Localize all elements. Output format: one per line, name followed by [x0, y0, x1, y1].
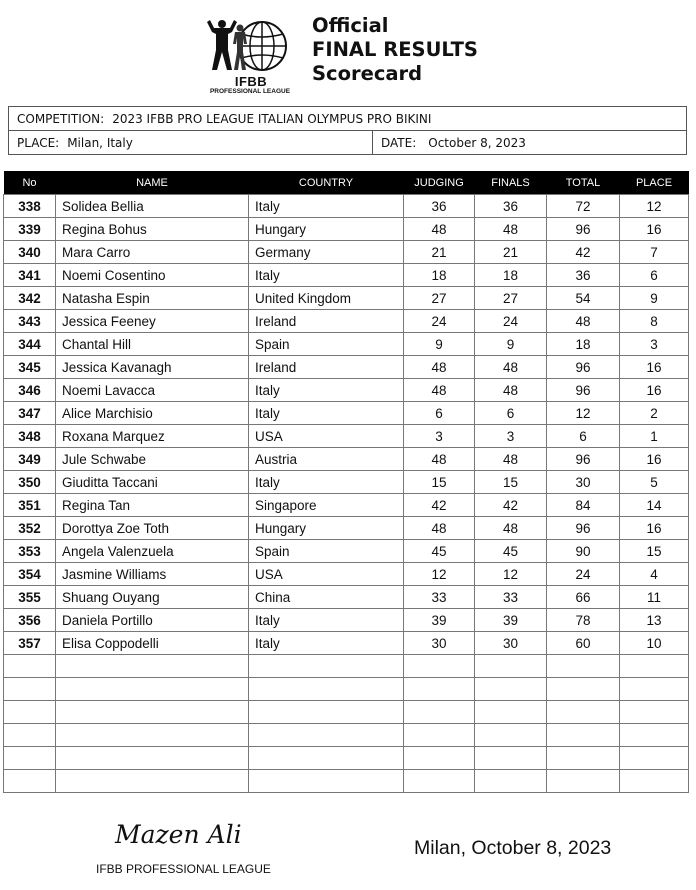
- empty-cell: [404, 724, 475, 747]
- cell-no: 354: [4, 563, 56, 586]
- cell-country: Spain: [249, 540, 404, 563]
- globe-athletes-icon: [200, 16, 300, 76]
- cell-finals: 30: [475, 632, 547, 655]
- cell-finals: 18: [475, 264, 547, 287]
- col-header-country: COUNTRY: [249, 171, 404, 195]
- cell-country: Singapore: [249, 494, 404, 517]
- empty-cell: [4, 701, 56, 724]
- cell-place: 13: [620, 609, 689, 632]
- empty-cell: [404, 747, 475, 770]
- cell-judging: 18: [404, 264, 475, 287]
- empty-cell: [56, 747, 249, 770]
- cell-country: Hungary: [249, 517, 404, 540]
- cell-place: 16: [620, 356, 689, 379]
- competition-row: [9, 107, 686, 130]
- cell-country: Austria: [249, 448, 404, 471]
- empty-cell: [56, 655, 249, 678]
- table-row: [4, 402, 689, 425]
- cell-judging: 15: [404, 471, 475, 494]
- empty-row: [4, 747, 689, 770]
- empty-row: [4, 724, 689, 747]
- cell-judging: 36: [404, 195, 475, 218]
- cell-country: Italy: [249, 195, 404, 218]
- league-name: IFBB PROFESSIONAL LEAGUE: [96, 862, 271, 876]
- cell-name: Angela Valenzuela: [56, 540, 249, 563]
- cell-country: Italy: [249, 632, 404, 655]
- cell-no: 349: [4, 448, 56, 471]
- empty-cell: [475, 770, 547, 793]
- cell-no: 355: [4, 586, 56, 609]
- cell-finals: 42: [475, 494, 547, 517]
- competition-value: 2023 IFBB PRO LEAGUE ITALIAN OLYMPUS PRO BIKINI: [112, 111, 432, 126]
- empty-cell: [547, 678, 620, 701]
- table-row: [4, 632, 689, 655]
- col-header-judging: JUDGING: [404, 171, 475, 195]
- cell-name: Daniela Portillo: [56, 609, 249, 632]
- cell-place: 14: [620, 494, 689, 517]
- cell-no: 351: [4, 494, 56, 517]
- cell-no: 357: [4, 632, 56, 655]
- cell-total: 24: [547, 563, 620, 586]
- cell-country: Italy: [249, 379, 404, 402]
- cell-no: 350: [4, 471, 56, 494]
- cell-no: 348: [4, 425, 56, 448]
- cell-total: 54: [547, 287, 620, 310]
- cell-name: Chantal Hill: [56, 333, 249, 356]
- cell-total: 96: [547, 517, 620, 540]
- table-row: [4, 241, 689, 264]
- results-body: [4, 195, 689, 793]
- cell-no: 346: [4, 379, 56, 402]
- cell-place: 16: [620, 517, 689, 540]
- cell-country: United Kingdom: [249, 287, 404, 310]
- empty-cell: [475, 724, 547, 747]
- cell-judging: 12: [404, 563, 475, 586]
- cell-no: 341: [4, 264, 56, 287]
- cell-no: 343: [4, 310, 56, 333]
- cell-finals: 48: [475, 448, 547, 471]
- cell-total: 96: [547, 356, 620, 379]
- col-header-total: TOTAL: [547, 171, 620, 195]
- empty-cell: [620, 701, 689, 724]
- competition-cell: [9, 112, 431, 126]
- page-title: [312, 14, 478, 86]
- table-row: [4, 218, 689, 241]
- cell-judging: 27: [404, 287, 475, 310]
- empty-cell: [56, 678, 249, 701]
- cell-name: Alice Marchisio: [56, 402, 249, 425]
- empty-cell: [4, 747, 56, 770]
- empty-cell: [249, 655, 404, 678]
- cell-finals: 33: [475, 586, 547, 609]
- cell-name: Elisa Coppodelli: [56, 632, 249, 655]
- cell-place: 1: [620, 425, 689, 448]
- cell-place: 11: [620, 586, 689, 609]
- empty-cell: [404, 701, 475, 724]
- cell-total: 6: [547, 425, 620, 448]
- table-row: [4, 517, 689, 540]
- logo-text: IFBB: [234, 74, 268, 89]
- cell-no: 352: [4, 517, 56, 540]
- results-table: [3, 171, 689, 793]
- empty-cell: [547, 724, 620, 747]
- place-date-row: [9, 130, 686, 154]
- table-row: [4, 563, 689, 586]
- cell-name: Jessica Kavanagh: [56, 356, 249, 379]
- cell-no: 345: [4, 356, 56, 379]
- cell-name: Roxana Marquez: [56, 425, 249, 448]
- cell-place: 16: [620, 448, 689, 471]
- table-row: [4, 448, 689, 471]
- cell-country: Ireland: [249, 310, 404, 333]
- title-line: FINAL RESULTS: [312, 38, 478, 61]
- empty-cell: [475, 655, 547, 678]
- empty-cell: [547, 770, 620, 793]
- cell-place: 16: [620, 218, 689, 241]
- cell-judging: 6: [404, 402, 475, 425]
- cell-name: Shuang Ouyang: [56, 586, 249, 609]
- cell-place: 10: [620, 632, 689, 655]
- date-value: October 8, 2023: [428, 135, 526, 150]
- date-label: DATE:: [381, 135, 417, 150]
- empty-cell: [620, 747, 689, 770]
- ifbb-logo: [200, 16, 300, 98]
- title-line: Scorecard: [312, 62, 423, 85]
- date-cell: [372, 131, 526, 154]
- cell-finals: 6: [475, 402, 547, 425]
- cell-no: 340: [4, 241, 56, 264]
- cell-name: Natasha Espin: [56, 287, 249, 310]
- cell-name: Dorottya Zoe Toth: [56, 517, 249, 540]
- place-value: Milan, Italy: [67, 135, 133, 150]
- empty-cell: [56, 701, 249, 724]
- cell-total: 42: [547, 241, 620, 264]
- cell-judging: 48: [404, 517, 475, 540]
- cell-place: 6: [620, 264, 689, 287]
- empty-cell: [620, 655, 689, 678]
- cell-name: Jasmine Williams: [56, 563, 249, 586]
- cell-name: Solidea Bellia: [56, 195, 249, 218]
- empty-cell: [404, 770, 475, 793]
- col-header-name: NAME: [56, 171, 249, 195]
- empty-cell: [249, 724, 404, 747]
- place-label: PLACE:: [17, 135, 60, 150]
- cell-total: 96: [547, 379, 620, 402]
- cell-name: Regina Bohus: [56, 218, 249, 241]
- cell-no: 339: [4, 218, 56, 241]
- cell-finals: 48: [475, 218, 547, 241]
- cell-total: 84: [547, 494, 620, 517]
- empty-cell: [475, 701, 547, 724]
- table-row: [4, 333, 689, 356]
- cell-no: 344: [4, 333, 56, 356]
- cell-name: Giuditta Taccani: [56, 471, 249, 494]
- cell-place: 3: [620, 333, 689, 356]
- table-row: [4, 379, 689, 402]
- logo-subtext: PROFESSIONAL LEAGUE: [209, 88, 291, 95]
- empty-cell: [404, 655, 475, 678]
- cell-country: USA: [249, 563, 404, 586]
- cell-place: 4: [620, 563, 689, 586]
- cell-finals: 12: [475, 563, 547, 586]
- cell-total: 90: [547, 540, 620, 563]
- cell-judging: 39: [404, 609, 475, 632]
- empty-cell: [620, 724, 689, 747]
- col-header-no: No: [4, 171, 56, 195]
- empty-cell: [249, 678, 404, 701]
- cell-finals: 48: [475, 379, 547, 402]
- cell-finals: 45: [475, 540, 547, 563]
- cell-finals: 36: [475, 195, 547, 218]
- table-header-row: [4, 171, 689, 195]
- cell-finals: 39: [475, 609, 547, 632]
- cell-total: 12: [547, 402, 620, 425]
- cell-total: 66: [547, 586, 620, 609]
- empty-cell: [404, 678, 475, 701]
- cell-country: USA: [249, 425, 404, 448]
- cell-judging: 45: [404, 540, 475, 563]
- cell-no: 353: [4, 540, 56, 563]
- empty-cell: [249, 770, 404, 793]
- empty-cell: [249, 701, 404, 724]
- cell-place: 5: [620, 471, 689, 494]
- empty-cell: [547, 747, 620, 770]
- cell-finals: 27: [475, 287, 547, 310]
- table-row: [4, 356, 689, 379]
- cell-finals: 48: [475, 517, 547, 540]
- cell-judging: 48: [404, 448, 475, 471]
- cell-finals: 15: [475, 471, 547, 494]
- empty-cell: [249, 747, 404, 770]
- cell-total: 96: [547, 448, 620, 471]
- empty-cell: [4, 724, 56, 747]
- cell-judging: 48: [404, 379, 475, 402]
- cell-finals: 21: [475, 241, 547, 264]
- cell-country: Spain: [249, 333, 404, 356]
- place-cell: [9, 136, 372, 150]
- empty-cell: [56, 724, 249, 747]
- col-header-finals: FINALS: [475, 171, 547, 195]
- empty-cell: [56, 770, 249, 793]
- cell-judging: 30: [404, 632, 475, 655]
- cell-country: Italy: [249, 402, 404, 425]
- cell-country: China: [249, 586, 404, 609]
- header: [0, 10, 696, 98]
- cell-judging: 21: [404, 241, 475, 264]
- cell-name: Mara Carro: [56, 241, 249, 264]
- cell-total: 30: [547, 471, 620, 494]
- table-row: [4, 264, 689, 287]
- table-row: [4, 425, 689, 448]
- cell-name: Noemi Cosentino: [56, 264, 249, 287]
- competition-label: COMPETITION:: [17, 111, 105, 126]
- cell-finals: 48: [475, 356, 547, 379]
- cell-judging: 42: [404, 494, 475, 517]
- table-row: [4, 494, 689, 517]
- table-row: [4, 586, 689, 609]
- cell-place: 12: [620, 195, 689, 218]
- cell-no: 347: [4, 402, 56, 425]
- table-row: [4, 310, 689, 333]
- cell-no: 342: [4, 287, 56, 310]
- empty-cell: [475, 678, 547, 701]
- empty-row: [4, 655, 689, 678]
- empty-row: [4, 678, 689, 701]
- competition-info: [8, 106, 687, 155]
- cell-finals: 9: [475, 333, 547, 356]
- table-row: [4, 471, 689, 494]
- cell-country: Italy: [249, 264, 404, 287]
- table-row: [4, 195, 689, 218]
- cell-no: 356: [4, 609, 56, 632]
- cell-name: Jule Schwabe: [56, 448, 249, 471]
- cell-judging: 33: [404, 586, 475, 609]
- empty-cell: [4, 770, 56, 793]
- cell-country: Hungary: [249, 218, 404, 241]
- table-row: [4, 287, 689, 310]
- cell-total: 96: [547, 218, 620, 241]
- empty-cell: [620, 770, 689, 793]
- cell-name: Noemi Lavacca: [56, 379, 249, 402]
- cell-place: 2: [620, 402, 689, 425]
- cell-judging: 48: [404, 356, 475, 379]
- cell-country: Ireland: [249, 356, 404, 379]
- cell-place: 8: [620, 310, 689, 333]
- empty-cell: [620, 678, 689, 701]
- col-header-place: PLACE: [620, 171, 689, 195]
- empty-cell: [4, 655, 56, 678]
- cell-no: 338: [4, 195, 56, 218]
- cell-total: 48: [547, 310, 620, 333]
- cell-place: 9: [620, 287, 689, 310]
- footer-date-place: Milan, October 8, 2023: [414, 837, 612, 859]
- cell-country: Italy: [249, 471, 404, 494]
- cell-place: 7: [620, 241, 689, 264]
- cell-judging: 9: [404, 333, 475, 356]
- cell-country: Germany: [249, 241, 404, 264]
- cell-name: Jessica Feeney: [56, 310, 249, 333]
- cell-total: 36: [547, 264, 620, 287]
- cell-finals: 24: [475, 310, 547, 333]
- cell-place: 15: [620, 540, 689, 563]
- cell-judging: 3: [404, 425, 475, 448]
- cell-total: 60: [547, 632, 620, 655]
- empty-cell: [547, 701, 620, 724]
- cell-place: 16: [620, 379, 689, 402]
- table-row: [4, 540, 689, 563]
- cell-total: 72: [547, 195, 620, 218]
- cell-finals: 3: [475, 425, 547, 448]
- title-line: Official: [312, 14, 389, 37]
- empty-cell: [547, 655, 620, 678]
- cell-judging: 48: [404, 218, 475, 241]
- cell-total: 78: [547, 609, 620, 632]
- empty-row: [4, 701, 689, 724]
- empty-cell: [475, 747, 547, 770]
- cell-country: Italy: [249, 609, 404, 632]
- signature: Mazen Ali: [115, 820, 242, 849]
- empty-cell: [4, 678, 56, 701]
- empty-row: [4, 770, 689, 793]
- table-row: [4, 609, 689, 632]
- cell-judging: 24: [404, 310, 475, 333]
- cell-total: 18: [547, 333, 620, 356]
- cell-name: Regina Tan: [56, 494, 249, 517]
